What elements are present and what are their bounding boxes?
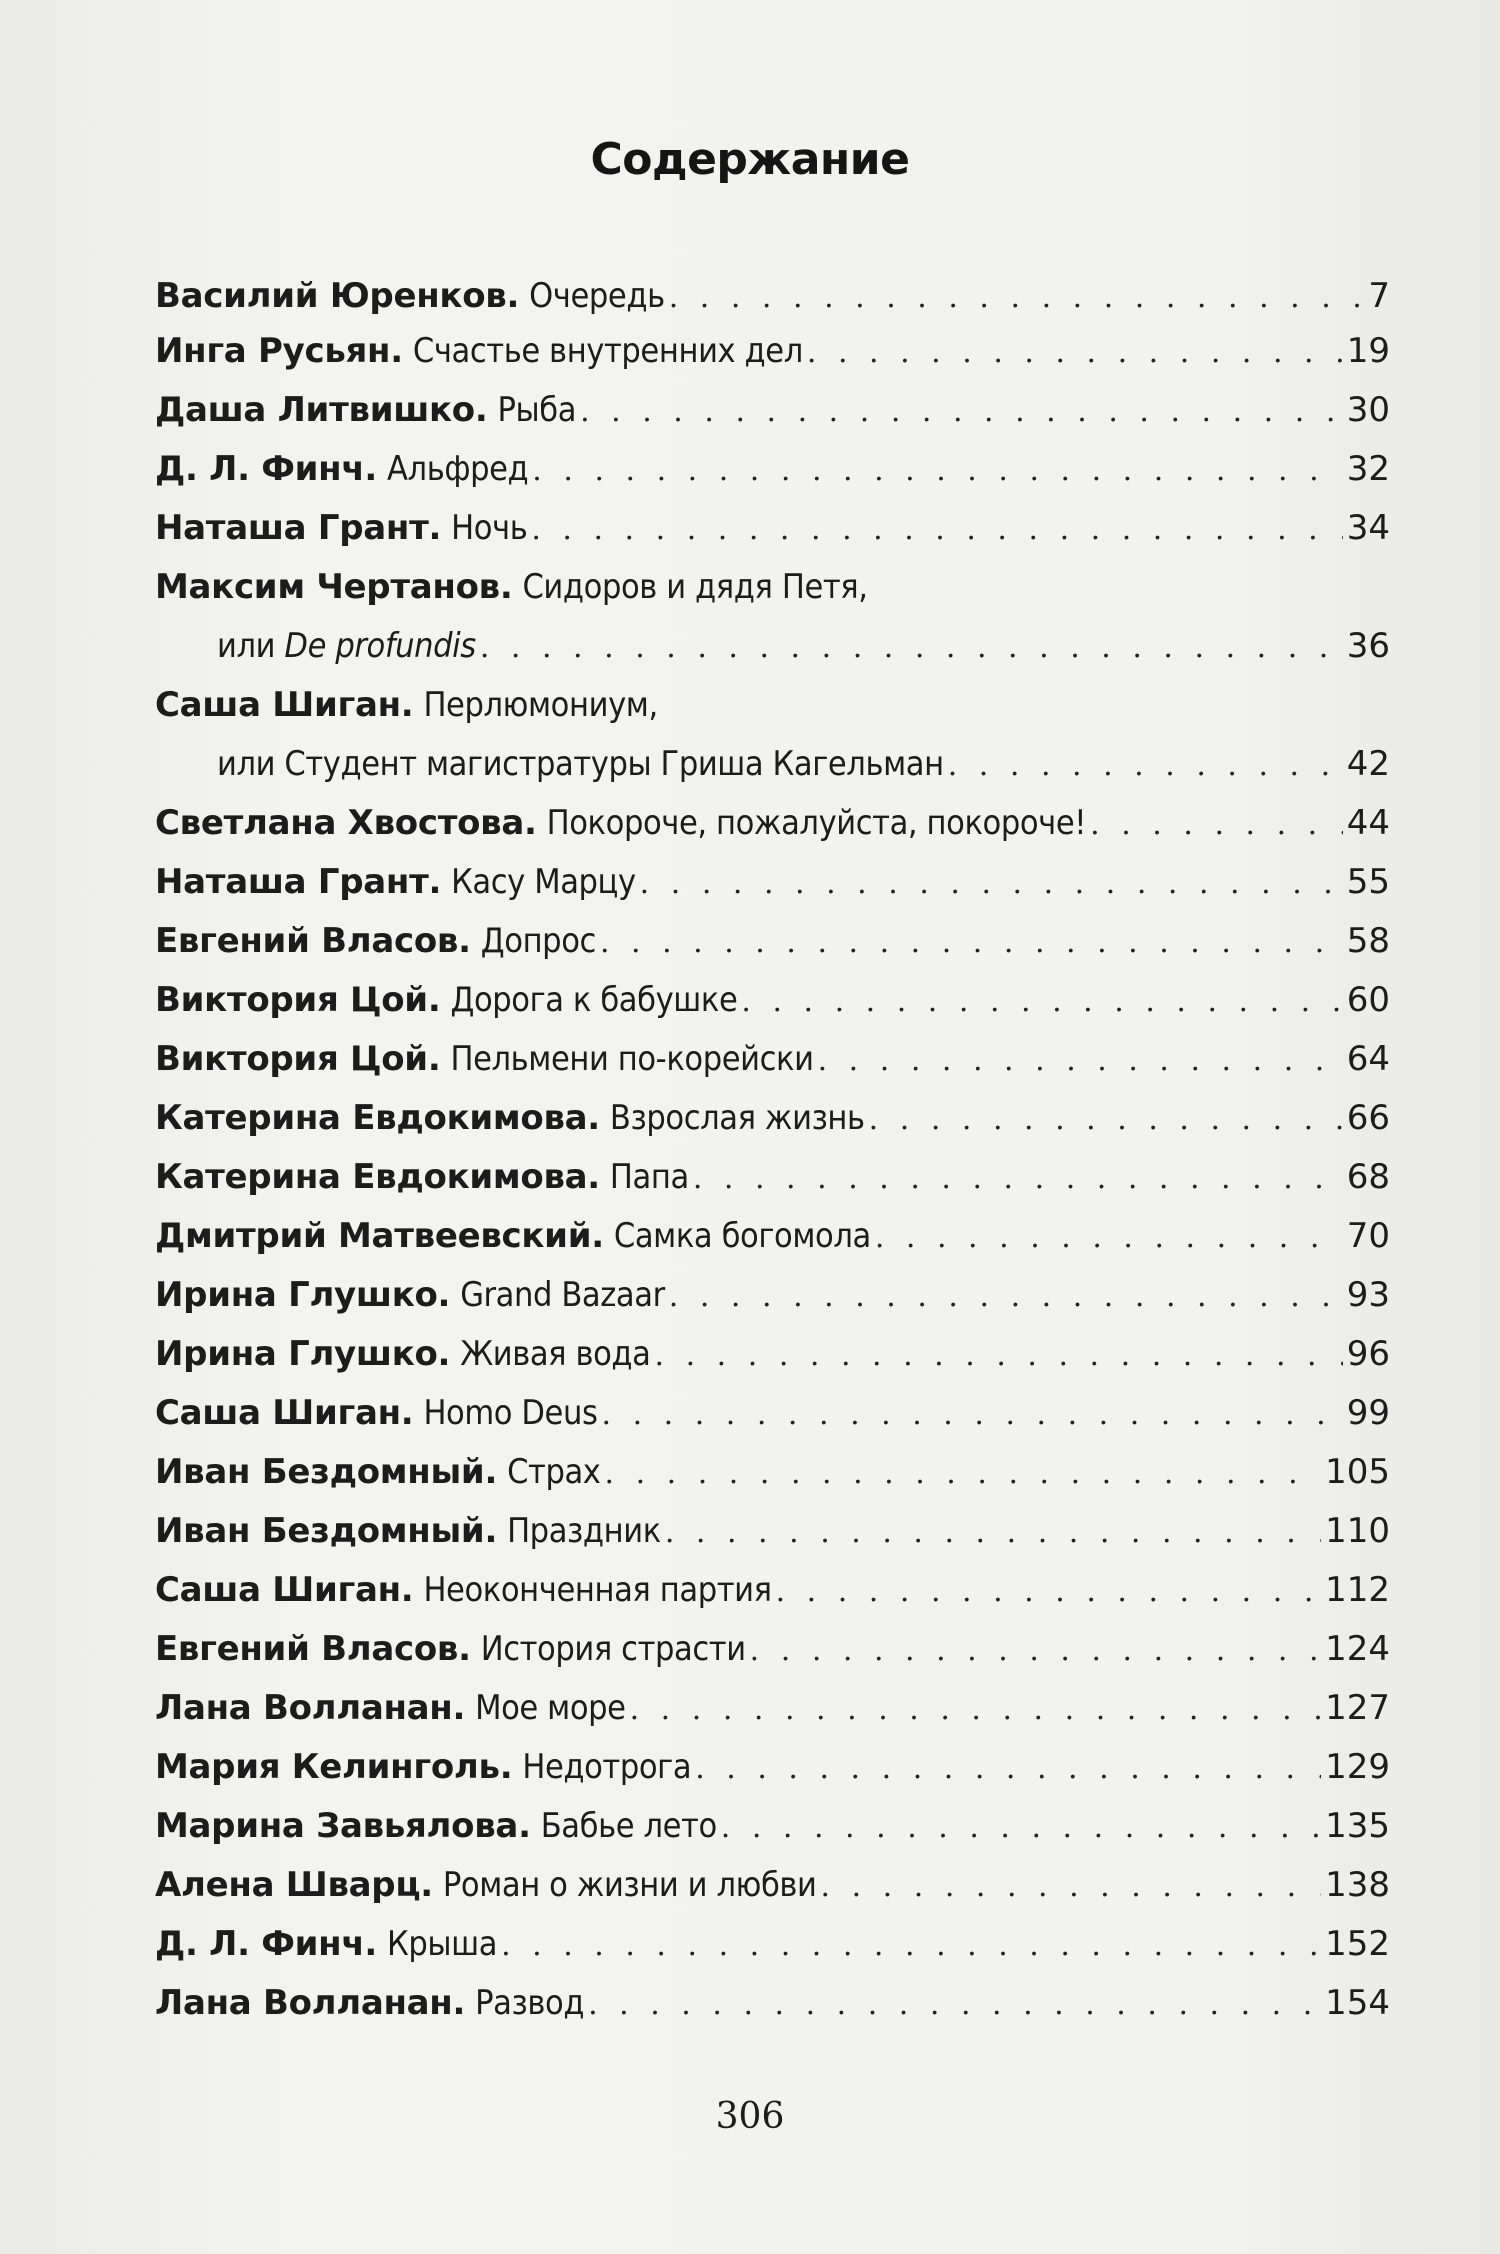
toc-leader-dots <box>531 512 1342 547</box>
toc-entry <box>155 803 1390 862</box>
toc-page-number: 44 <box>1346 803 1390 843</box>
toc-entry <box>155 1098 1390 1157</box>
toc-work-title <box>217 626 476 666</box>
toc-leader-dots <box>818 1043 1343 1078</box>
toc-work-text: Неоконченная партия <box>423 1570 772 1610</box>
toc-entry <box>155 980 1390 1039</box>
toc-entry <box>155 276 1390 331</box>
toc-entry <box>155 1983 1390 2042</box>
toc-work-text: Страх <box>507 1452 601 1492</box>
toc-entry <box>155 1865 1390 1924</box>
toc-work-title <box>450 980 737 1020</box>
toc-leader-dots <box>630 1692 1321 1727</box>
toc-author: Алена Шварц. <box>155 1865 433 1905</box>
toc-work-title <box>541 1806 717 1846</box>
toc-work-text: Ночь <box>451 508 528 548</box>
toc-author: Лана Волланан. <box>155 1688 466 1728</box>
toc-author: Д. Л. Финч. <box>155 1924 378 1964</box>
toc-entry <box>155 1275 1390 1334</box>
toc-author: Иван Бездомный. <box>155 1452 498 1492</box>
toc-work-title <box>423 685 657 725</box>
toc-page-number: 30 <box>1346 390 1390 430</box>
toc-work-title <box>614 1216 871 1256</box>
toc-page-number: 152 <box>1325 1924 1390 1964</box>
toc-work-title <box>387 1924 497 1964</box>
toc-author: Евгений Власов. <box>155 1629 471 1669</box>
page-number: 306 <box>715 2096 785 2137</box>
toc-work-text: Перлюмониум, <box>423 685 658 725</box>
toc-work-text: Праздник <box>507 1511 661 1551</box>
toc-page-number: 127 <box>1325 1688 1390 1728</box>
toc-page-number: 7 <box>1368 276 1390 316</box>
toc-author: Катерина Евдокимова. <box>155 1098 600 1138</box>
toc-author: Саша Шиган. <box>155 1570 414 1610</box>
toc-entry <box>155 1747 1390 1806</box>
toc-work-text: Бабье лето <box>540 1806 717 1846</box>
toc-entry <box>155 1334 1390 1393</box>
toc-work-title <box>475 1983 584 2023</box>
toc-leader-dots <box>640 866 1343 901</box>
toc-leader-dots <box>532 453 1342 488</box>
toc-author: Ирина Глушко. <box>155 1275 451 1315</box>
toc-page-number: 32 <box>1346 449 1390 489</box>
toc-work-text: Сидоров и дядя Петя, <box>522 567 868 607</box>
toc-page-number: 96 <box>1346 1334 1390 1374</box>
toc-work-text: Роман о жизни и любви <box>442 1865 817 1905</box>
toc-work-title <box>217 744 944 784</box>
toc-work-title <box>522 567 867 607</box>
toc-author: Максим Чертанов. <box>155 567 513 607</box>
toc-leader-dots <box>875 1220 1343 1255</box>
toc-leader-dots <box>600 925 1343 960</box>
toc-work-text: Рыба <box>497 390 577 430</box>
toc-page-number: 154 <box>1325 1983 1390 2023</box>
toc-page-number: 124 <box>1325 1629 1390 1669</box>
toc-work-text: Самка богомола <box>613 1216 871 1256</box>
toc-leader-dots <box>580 394 1343 429</box>
toc-page-number: 135 <box>1325 1806 1390 1846</box>
toc-page-number: 64 <box>1346 1039 1390 1079</box>
toc-leader-dots <box>807 335 1343 370</box>
toc-leader-dots <box>501 1928 1321 1963</box>
toc-page-number: 138 <box>1325 1865 1390 1905</box>
toc-leader-dots <box>776 1574 1322 1609</box>
toc-author: Наташа Грант. <box>155 508 442 548</box>
toc-entry <box>155 862 1390 921</box>
toc-entry <box>155 921 1390 980</box>
toc-page-number: 93 <box>1346 1275 1390 1315</box>
toc-author: Саша Шиган. <box>155 685 414 725</box>
toc-work-text: Дорога к бабушке <box>450 980 738 1020</box>
toc-work-title <box>387 449 528 489</box>
toc-work-title <box>481 1629 746 1669</box>
toc-page-number: 66 <box>1346 1098 1390 1138</box>
toc-work-title <box>460 1334 650 1374</box>
toc-work-title <box>481 921 596 961</box>
toc-leader-dots <box>605 1456 1322 1491</box>
toc-work-title <box>423 1570 771 1610</box>
toc-entry <box>155 1629 1390 1688</box>
toc-work-text: Счастье внутренних дел <box>412 331 803 371</box>
toc-leader-dots <box>480 630 1343 665</box>
toc-work-text: или Студент магистратуры Гриша Кагельман <box>217 744 944 784</box>
toc-entry <box>155 1393 1390 1452</box>
toc-work-title <box>610 1098 865 1138</box>
toc-work-text: Мое море <box>475 1688 626 1728</box>
toc-work-title <box>451 862 636 902</box>
toc-entry <box>155 744 1390 803</box>
toc-entry <box>155 1511 1390 1570</box>
toc-work-text: Папа <box>609 1157 689 1197</box>
toc-work-text: Очередь <box>529 276 665 316</box>
toc-work-title <box>423 1393 597 1433</box>
toc-author: Мария Келинголь. <box>155 1747 513 1787</box>
toc-work-text: Homo Deus <box>423 1393 598 1433</box>
toc-work-title <box>443 1865 817 1905</box>
toc-leader-dots <box>602 1397 1343 1432</box>
toc-work-title <box>507 1452 600 1492</box>
toc-leader-dots <box>693 1161 1343 1196</box>
toc-work-text: Касу Марцу <box>451 862 636 902</box>
toc-work-title <box>529 276 665 316</box>
toc-work-text: История страсти <box>480 1629 746 1669</box>
toc-entry <box>155 1806 1390 1865</box>
toc-leader-dots <box>948 748 1343 783</box>
toc-work-text: Grand Bazaar <box>460 1275 665 1315</box>
toc-work-text: Допрос <box>480 921 596 961</box>
toc-page-number: 36 <box>1346 626 1390 666</box>
toc-author: Ирина Глушко. <box>155 1334 451 1374</box>
toc-entry <box>155 1216 1390 1275</box>
toc-page-number: 34 <box>1346 508 1390 548</box>
toc-leader-dots <box>741 984 1342 1019</box>
toc-work-italic: De profundis <box>284 626 476 666</box>
toc-entry <box>155 1452 1390 1511</box>
toc-work-title <box>450 1039 813 1079</box>
page-title: Содержание <box>590 134 910 185</box>
toc-entry <box>155 390 1390 449</box>
toc-author: Иван Бездомный. <box>155 1511 498 1551</box>
toc-work-title <box>507 1511 661 1551</box>
toc-entry <box>155 508 1390 567</box>
toc-work-text: Покороче, пожалуйста, покороче! <box>546 803 1087 843</box>
toc-leader-dots <box>695 1751 1321 1786</box>
toc-work-text: Альфред <box>387 449 529 489</box>
toc-page-number: 110 <box>1325 1511 1390 1551</box>
toc-leader-dots <box>665 1515 1321 1550</box>
toc-author: Виктория Цой. <box>155 980 441 1020</box>
toc-leader-dots <box>821 1869 1322 1904</box>
toc-work-title <box>413 331 803 371</box>
toc-author: Наташа Грант. <box>155 862 442 902</box>
toc-leader-dots <box>721 1810 1321 1845</box>
toc-work-title <box>610 1157 689 1197</box>
table-of-contents <box>155 276 1390 2042</box>
toc-entry <box>155 449 1390 508</box>
toc-author: Д. Л. Финч. <box>155 449 378 489</box>
toc-page-number: 42 <box>1346 744 1390 784</box>
toc-entry <box>155 1688 1390 1747</box>
toc-work-title <box>460 1275 665 1315</box>
toc-page-number: 70 <box>1346 1216 1390 1256</box>
toc-work-title <box>475 1688 625 1728</box>
toc-leader-dots <box>869 1102 1343 1137</box>
toc-author: Лана Волланан. <box>155 1983 466 2023</box>
toc-entry <box>155 567 1390 626</box>
toc-author: Катерина Евдокимова. <box>155 1157 600 1197</box>
toc-author: Василий Юренков. <box>155 276 520 316</box>
toc-page-number: 58 <box>1346 921 1390 961</box>
toc-author: Дмитрий Матвеевский. <box>155 1216 604 1256</box>
toc-work-text: Взрослая жизнь <box>609 1098 865 1138</box>
toc-author: Саша Шиган. <box>155 1393 414 1433</box>
toc-page-number: 129 <box>1325 1747 1390 1787</box>
toc-entry <box>155 685 1390 744</box>
toc-work-title <box>451 508 527 548</box>
toc-page-number: 55 <box>1346 862 1390 902</box>
toc-work-text: Живая вода <box>460 1334 651 1374</box>
toc-entry <box>155 1039 1390 1098</box>
toc-author: Евгений Власов. <box>155 921 471 961</box>
toc-entry <box>155 626 1390 685</box>
toc-work-text: Крыша <box>387 1924 498 1964</box>
toc-page-number: 19 <box>1346 331 1390 371</box>
toc-page-number: 60 <box>1346 980 1390 1020</box>
toc-work-text: Пельмени по-корейски <box>450 1039 814 1079</box>
toc-leader-dots <box>655 1338 1343 1373</box>
toc-work-title <box>547 803 1087 843</box>
toc-author: Светлана Хвостова. <box>155 803 537 843</box>
toc-author: Марина Завьялова. <box>155 1806 531 1846</box>
toc-leader-dots <box>669 1279 1343 1314</box>
toc-entry <box>155 1157 1390 1216</box>
toc-work-text: или <box>217 626 285 666</box>
toc-leader-dots <box>588 1987 1321 2022</box>
toc-leader-dots <box>669 280 1365 315</box>
toc-entry <box>155 1924 1390 1983</box>
toc-page-number: 112 <box>1325 1570 1390 1610</box>
toc-work-title <box>522 1747 691 1787</box>
toc-page-number: 105 <box>1325 1452 1390 1492</box>
toc-entry <box>155 1570 1390 1629</box>
toc-entry <box>155 331 1390 390</box>
toc-work-text: Развод <box>475 1983 585 2023</box>
toc-leader-dots <box>750 1633 1321 1668</box>
toc-page-number: 68 <box>1346 1157 1390 1197</box>
toc-work-text: Недотрога <box>522 1747 692 1787</box>
toc-author: Виктория Цой. <box>155 1039 441 1079</box>
toc-page-number: 99 <box>1346 1393 1390 1433</box>
toc-leader-dots <box>1090 807 1343 842</box>
toc-author: Инга Русьян. <box>155 331 403 371</box>
toc-author: Даша Литвишко. <box>155 390 488 430</box>
toc-work-title <box>497 390 576 430</box>
